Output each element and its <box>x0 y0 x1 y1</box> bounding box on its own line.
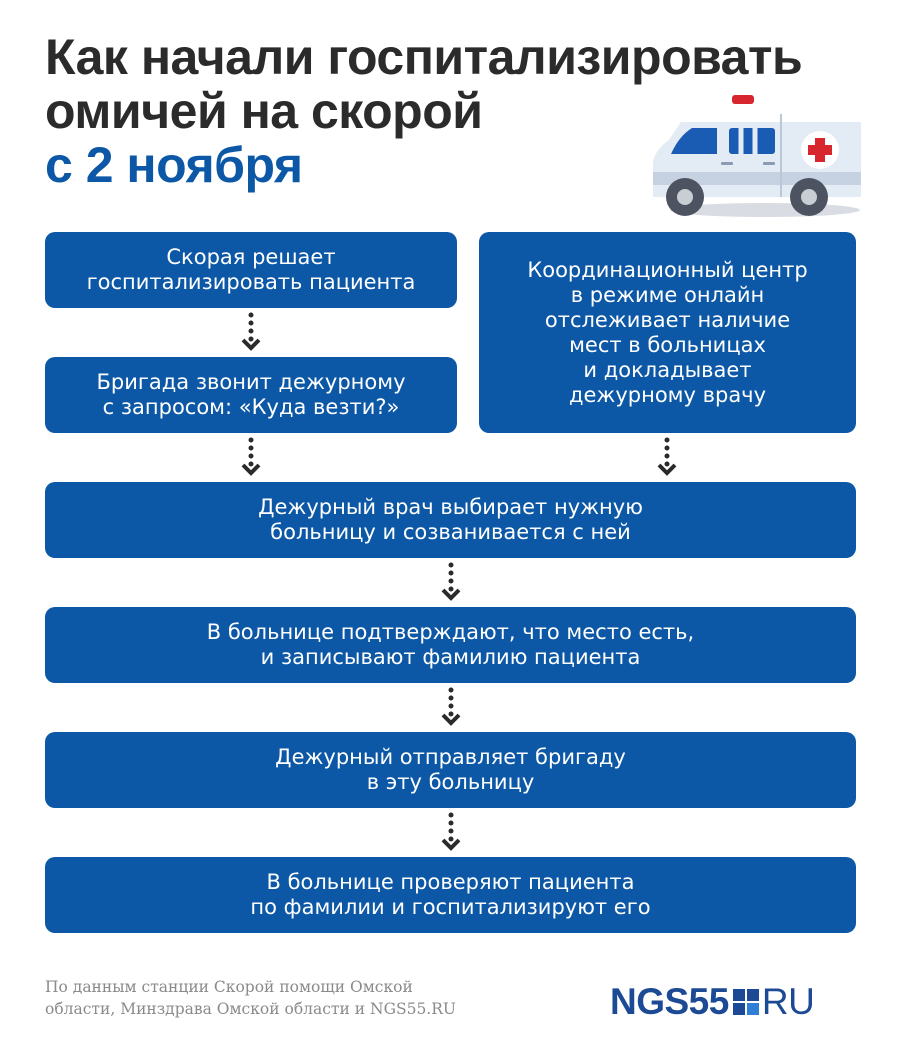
step-ambulance-decides <box>45 232 457 308</box>
coordination-center-line: и докладывает <box>583 357 752 382</box>
title-line-1: Как начали госпитализировать <box>45 29 803 85</box>
title-date: с 2 ноября <box>45 137 303 193</box>
step-admission-line: по фамилии и госпитализируют его <box>250 895 651 919</box>
step-doctor-selects-line: больницу и созванивается с ней <box>270 520 631 544</box>
coordination-center-line: отслеживает наличие <box>544 307 791 332</box>
logo-squares-icon <box>733 989 759 1015</box>
coordination-center-line: Координационный центр <box>527 257 808 282</box>
step-hospital-confirms-line: В больнице подтверждают, что место есть, <box>206 620 695 644</box>
step-dispatch <box>45 732 856 808</box>
step-admission-line: В больнице проверяют пациента <box>266 870 635 894</box>
step-ambulance-decides-line: госпитализировать пациента <box>86 270 416 294</box>
logo-suffix: RU <box>761 981 815 1022</box>
ngs55-logo <box>610 982 814 1022</box>
step-dispatch-line: Дежурный отправляет бригаду <box>275 745 626 769</box>
coordination-center-line: дежурному врачу <box>568 382 767 407</box>
ambulance-icon <box>645 92 865 224</box>
source-line: По данным станции Скорой помощи Омской <box>45 978 413 996</box>
step-team-calls-line: с запросом: «Куда везти?» <box>102 395 400 419</box>
step-doctor-selects-line: Дежурный врач выбирает нужную <box>258 495 643 519</box>
step-hospital-confirms-line: и записывают фамилию пациента <box>260 645 641 669</box>
arrow-down-icon <box>441 811 461 855</box>
logo-main: NGS55 <box>610 981 729 1022</box>
arrow-down-icon <box>657 436 677 480</box>
step-team-calls-line: Бригада звонит дежурному <box>96 370 406 394</box>
step-admission <box>45 857 856 933</box>
arrow-down-icon <box>241 436 261 480</box>
step-doctor-selects <box>45 482 856 558</box>
step-hospital-confirms <box>45 607 856 683</box>
title-line-2: омичей на скорой <box>45 83 483 139</box>
step-dispatch-line: в эту больницу <box>366 770 535 794</box>
arrow-down-icon <box>441 686 461 730</box>
source-line: области, Минздрава Омской области и NGS55.RU <box>45 1000 456 1018</box>
coordination-center-box <box>479 232 856 433</box>
step-team-calls <box>45 357 457 433</box>
step-ambulance-decides-line: Скорая решает <box>166 245 336 269</box>
source-note <box>45 976 456 1020</box>
coordination-center-line: мест в больницах <box>569 332 766 357</box>
arrow-down-icon <box>241 311 261 355</box>
arrow-down-icon <box>441 561 461 605</box>
coordination-center-line: в режиме онлайн <box>570 282 765 307</box>
